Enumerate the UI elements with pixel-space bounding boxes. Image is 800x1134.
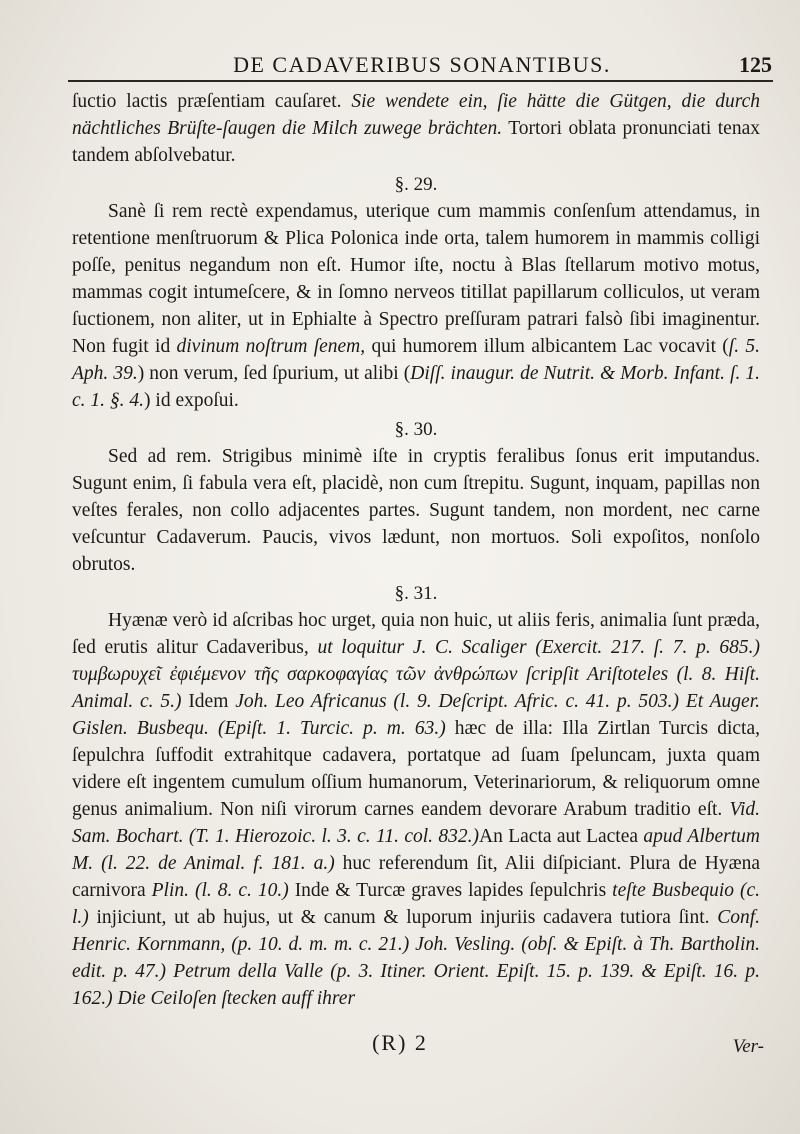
running-title: DE CADAVERIBUS SONANTIBUS.: [233, 52, 611, 77]
text-run: Idem: [188, 691, 229, 712]
body-text: [72, 88, 760, 1012]
greek-quote: τυμβωρυχεῖ ἐφιέμενον τῆς σαρκοφαγίας τῶν ἀνθρώπων: [72, 664, 518, 685]
text-run: ſuctio lactis præſentiam cauſaret.: [72, 91, 342, 112]
text-run: Sanè ſi rem rectè expendamus, uterique cum mammis conſenſum attendamus, in retentione menſtruorum & Plica Polonica inde orta, talem humorem in mammis colligi poſſe, penitus negandum non eſt. Humor iſte, noctu à Blas ſtellarum motivo motus, mammas cogit intumeſcere, & in ſomno nerveos titillat papillarum colliculos, ut veram ſuctionem, non aliter, ut in Ephialte à Spectro preſſuram patrari falsò ſibi imaginentur. Non fugit id: [72, 201, 760, 357]
signature-mark: (R) 2: [372, 1030, 428, 1055]
text-run: qui humorem illum albicantem Lac vocavit (: [371, 336, 729, 357]
paragraph-30: Sed ad rem. Strigibus minimè iſte in cryptis feralibus ſonus erit imputandus. Sugunt enim, ſi fabula vera eſt, placidè, non cum ſtrepitu. Sugunt, inquam, papillas non veſtes ferales, non collo adjacentes partes. Sugunt tandem, non mordent, nec carne veſcuntur Cadaverum. Paucis, vivos lædunt, non mortuos. Soli expoſitos, nonſolo obrutos.: [72, 446, 760, 575]
text-run: Tortori oblata pronunciati tenax tandem abſolvebatur.: [72, 118, 760, 166]
citation: ſ. 5. Aph. 39.: [72, 336, 761, 384]
german-quote: Sie wendete ein, ſie hätte die Gütgen, die durch nächtliches Brüſte-ſaugen die Milch zuwege brächten.: [72, 91, 760, 139]
citation: teſte Busbequio (c. l.): [72, 880, 761, 928]
text-run: ) non verum, ſed ſpurium, ut alibi (: [137, 363, 411, 384]
citation: apud Albertum M. (l. 22. de Animal. f. 181. a.): [72, 826, 760, 874]
paragraph-29: [72, 198, 760, 414]
header-rule: [68, 80, 773, 82]
text-run: injiciunt, ut ab hujus, ut & canum & luporum injuriis cadavera tutiora ſint.: [96, 907, 710, 928]
citation: Conf. Henric. Kornmann, (p. 10. d. m. m. c. 21.) Joh. Vesling. (obſ. & Epiſt. à Th. Bartholin. edit. p. 47.) Petrum della Valle (p. 3. Itiner. Orient. Epiſt. 15. p. 139. & Epiſt. 16. p. 162.) Die Ceiloſen ſtecken auff ihrer: [72, 907, 761, 1009]
paragraph-31: [72, 607, 760, 1012]
paragraph-continuation: [72, 88, 760, 169]
citation: Diſſ. inaugur. de Nutrit. & Morb. Infant. ſ. 1. c. 1. §. 4.: [72, 363, 760, 411]
page-header: [72, 50, 772, 82]
section-heading-29: §. 29.: [394, 174, 438, 195]
page-number: 125: [739, 52, 772, 77]
section-heading-31: §. 31.: [394, 583, 438, 604]
text-run: Inde & Turcæ graves lapides ſepulchris: [294, 880, 607, 901]
text-run: ) id expoſui.: [144, 390, 239, 411]
text-run: huc referendum ſit, Alii diſpiciant. Plura de Hyæna carnivora: [72, 853, 760, 901]
citation: Joh. Leo Africanus (l. 9. Deſcript. Afric. c. 41. p. 503.) Et Auger. Gislen. Busbequ. (Epiſt. 1. Turcic. p. m. 63.): [72, 691, 761, 739]
citation: Vid. Sam. Bochart. (T. 1. Hierozoic. l. 3. c. 11. col. 832.): [72, 799, 760, 847]
text-run: hæc de illa: Illa Zirtlan Turcis dicta, ſepulchra ſuffodit extrahitque cadavera, portatque ad ſuam ſpeluncam, juxta quam videre eſt ingentem cumulum oſſium humanorum, Veterinariorum, & reliquorum omne genus animalium. Non niſi virorum carnes eandem devorare Arabum traditio eſt.: [72, 718, 760, 820]
text-run: An Lacta aut Lactea: [479, 826, 639, 847]
citation: ut loquitur J. C. Scaliger (Exercit. 217. ſ. 7. p. 685.): [317, 637, 761, 658]
section-heading-30: §. 30.: [394, 419, 438, 440]
italic-run: divinum noſtrum ſenem,: [176, 336, 366, 357]
text-run: Hyænæ verò id aſcribas hoc urget, quia non huic, ut aliis feris, animalia ſunt præda, ſed erutis alitur Cadaveribus,: [72, 610, 760, 658]
citation: Plin. (l. 8. c. 10.): [151, 880, 289, 901]
citation: ſcripſit Ariſtoteles (l. 8. Hiſt. Animal. c. 5.): [72, 664, 761, 712]
catchword: Ver-: [732, 1036, 764, 1057]
